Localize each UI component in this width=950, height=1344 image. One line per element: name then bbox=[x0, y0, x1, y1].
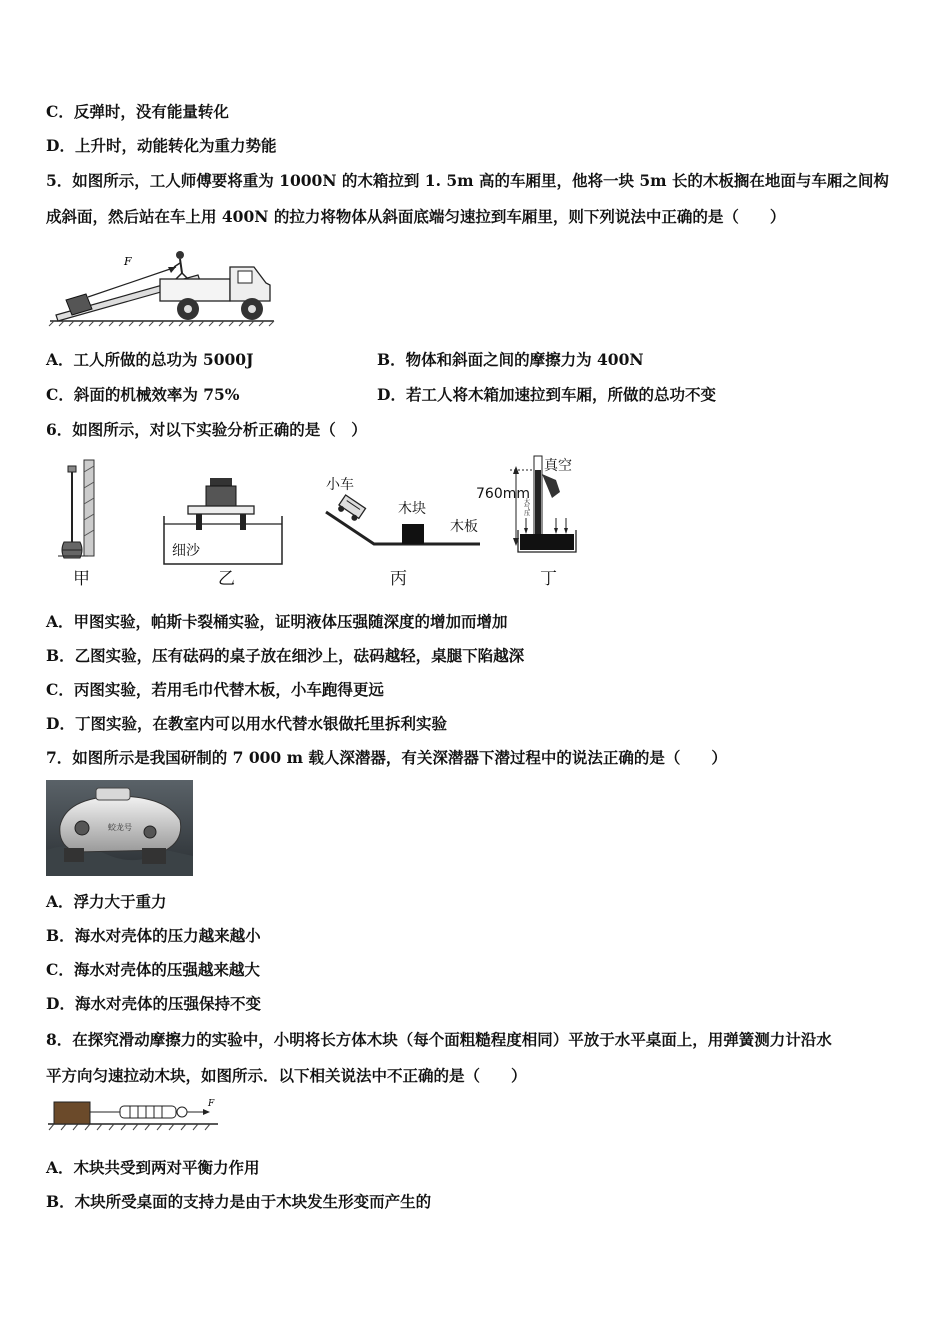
q5-option-c: C．斜面的机械效率为 75% bbox=[46, 385, 240, 404]
q6-option-d: D．丁图实验，在教室内可以用水代替水银做托里拆利实验 bbox=[46, 714, 447, 733]
q4-option-c: C．反弹时，没有能量转化 bbox=[46, 102, 229, 121]
q6-label-xisha: 细沙 bbox=[172, 543, 200, 559]
q6-fig-bing-caption: 丙 bbox=[390, 569, 407, 589]
q6-option-a: A．甲图实验，帕斯卡裂桶实验，证明液体压强随深度的增加而增加 bbox=[46, 612, 508, 631]
q6-stem: 6．如图所示，对以下实验分析正确的是（ ） bbox=[46, 420, 367, 439]
q7-option-c: C．海水对壳体的压强越来越大 bbox=[46, 960, 260, 979]
q7-option-a: A．浮力大于重力 bbox=[46, 892, 167, 911]
q5-option-d: D．若工人将木箱加速拉到车厢，所做的总功不变 bbox=[377, 385, 716, 404]
q5-stem-line2: 成斜面，然后站在车上用 400N 的拉力将物体从斜面底端匀速拉到车厢里，则下列说法中正确的是（ ） bbox=[46, 207, 786, 226]
q5-force-label: F bbox=[124, 255, 132, 268]
q7-option-b: B．海水对壳体的压力越来越小 bbox=[46, 926, 261, 945]
q6-fig-jia-caption: 甲 bbox=[73, 569, 90, 589]
q6-fig-yi-caption: 乙 bbox=[218, 569, 235, 589]
q6-label-xiaoche: 小车 bbox=[326, 477, 354, 493]
q8-option-a: A．木块共受到两对平衡力作用 bbox=[46, 1158, 260, 1177]
q7-submersible-name: 蛟龙号 bbox=[108, 823, 132, 832]
q6-option-c: C．丙图实验，若用毛巾代替木板，小车跑得更远 bbox=[46, 680, 384, 699]
q7-submersible-photo bbox=[46, 780, 193, 876]
q5-option-b: B．物体和斜面之间的摩擦力为 400N bbox=[377, 350, 644, 369]
q4-option-d: D．上升时，动能转化为重力势能 bbox=[46, 136, 277, 155]
q8-force-label: F bbox=[208, 1099, 215, 1109]
q8-spring-scale-figure bbox=[46, 1094, 220, 1134]
q5-incline-truck-figure bbox=[48, 245, 278, 327]
q7-option-d: D．海水对壳体的压强保持不变 bbox=[46, 994, 261, 1013]
q6-label-760mm: 760mm bbox=[476, 486, 530, 502]
q6-option-b: B．乙图实验，压有砝码的桌子放在细沙上，砝码越轻，桌腿下陷越深 bbox=[46, 646, 525, 665]
q6-fig-ding-caption: 丁 bbox=[540, 569, 557, 589]
q8-option-b: B．木块所受桌面的支持力是由于木块发生形变而产生的 bbox=[46, 1192, 432, 1211]
q5-option-a: A．工人所做的总功为 5000J bbox=[46, 350, 254, 369]
q6-label-zhenkong: 真空 bbox=[544, 458, 572, 474]
q5-stem-line1: 5．如图所示，工人师傅要将重为 1000N 的木箱拉到 1. 5m 高的车厢里，他将一块 5m 长的木板搁在地面与车厢之间构 bbox=[46, 171, 889, 190]
q8-stem-line1: 8．在探究滑动摩擦力的实验中，小明将长方体木块（每个面粗糙程度相同）平放于水平桌面上，用弹簧测力计沿水 bbox=[46, 1030, 832, 1049]
q8-stem-line2: 平方向匀速拉动木块，如图所示．以下相关说法中不正确的是（ ） bbox=[46, 1066, 527, 1085]
q6-label-muban: 木板 bbox=[450, 519, 478, 535]
q6-label-mukuai: 木块 bbox=[398, 501, 426, 517]
q6-fig-jia-pascal-barrel bbox=[48, 458, 98, 566]
q6-label-daqiya: 大气压 bbox=[522, 498, 530, 516]
q7-stem: 7．如图所示是我国研制的 7 000 m 载人深潜器，有关深潜器下潜过程中的说法正确的是（ ） bbox=[46, 748, 727, 767]
